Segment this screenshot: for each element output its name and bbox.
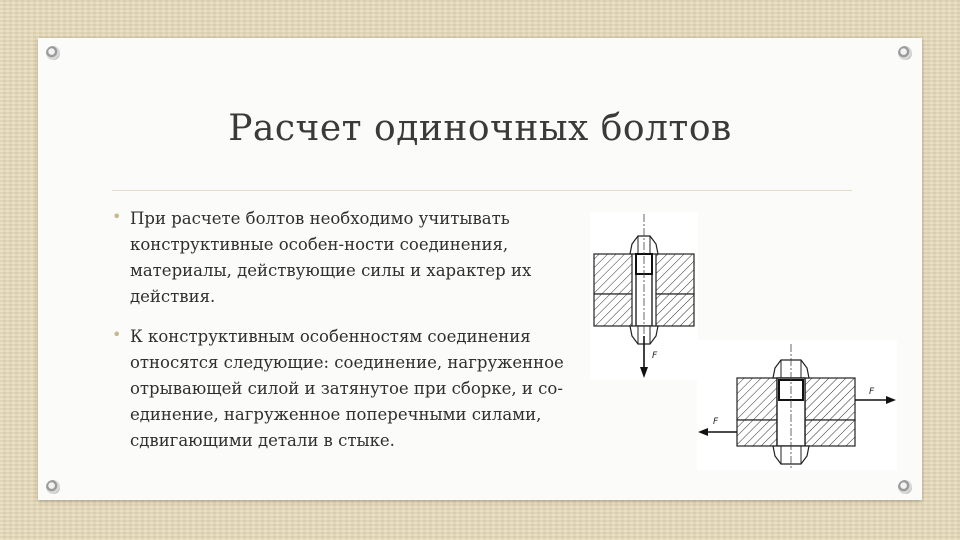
title-divider — [112, 190, 852, 191]
bolt-axial-load-diagram — [590, 212, 698, 380]
bullet-item — [112, 206, 584, 310]
lower-plate-right — [656, 294, 694, 326]
bolt-shear-load-diagram — [697, 340, 897, 470]
slide-title: Расчет одиночных болтов — [228, 108, 732, 149]
upper-plate-left — [594, 254, 632, 294]
upper-plate-left — [737, 378, 777, 420]
bullet-item — [112, 324, 584, 454]
bullet-marker: • — [112, 207, 122, 226]
force-label-right: F — [869, 387, 875, 397]
lower-plate-right — [805, 420, 855, 446]
bullet-marker: • — [112, 325, 122, 344]
force-label: F — [652, 351, 658, 361]
lower-plate-left — [737, 420, 777, 446]
upper-plate-right — [656, 254, 694, 294]
force-label-left: F — [713, 417, 719, 427]
bullet-list — [112, 206, 584, 468]
pushpin-icon — [46, 480, 60, 494]
pushpin-icon — [898, 480, 912, 494]
bullet-text: К конструктивным особенностям соединения относятся следующие: соединение, нагруженное отрывающей силой и затянутое при сборке, и со-единение, нагруженное поперечными силами, сдвигающими детали в стыке. — [130, 327, 564, 450]
pushpin-icon — [46, 46, 60, 60]
pushpin-icon — [898, 46, 912, 60]
lower-plate-left — [594, 294, 632, 326]
bullet-text: При расчете болтов необходимо учитывать конструктивные особен-ности соединения, материалы, действующие силы и характер их действия. — [130, 209, 532, 306]
upper-plate-right — [805, 378, 855, 420]
